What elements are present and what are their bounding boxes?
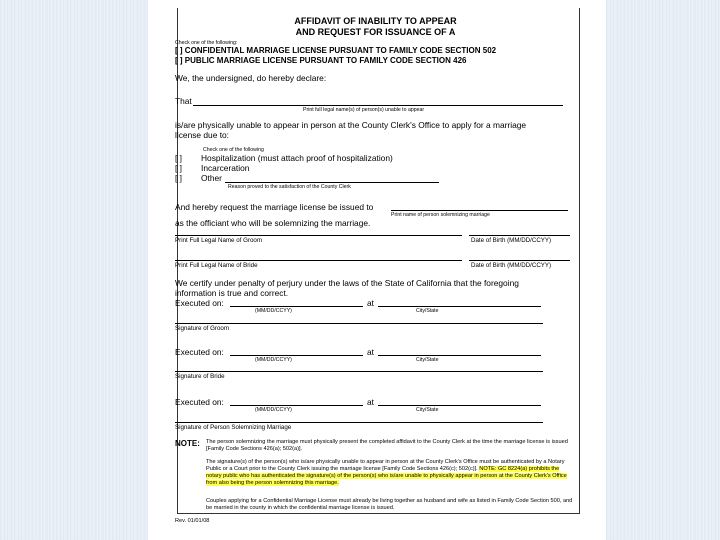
sig-groom-caption: Signature of Groom [175,325,229,332]
officiant-signature-line[interactable] [175,422,543,423]
executed-date-line-2[interactable] [230,355,363,356]
officiant-caption: Print name of person solemnizing marriage [391,212,490,218]
check-one-label: Check one of the following: [175,40,238,46]
at-label-2: at [367,347,374,357]
groom-dob-line[interactable] [469,235,570,236]
bride-signature-line[interactable] [175,371,543,372]
executed-date-line-3[interactable] [230,405,363,406]
sig-officiant-caption: Signature of Person Solemnizing Marriage [175,424,292,431]
executed-city-line-1[interactable] [378,306,541,307]
note-p2-text: The signature(s) of the person(s) who is/are physically unable to appear in person at the County Clerk's Office must be authenticated by a Notary Public or a Court prior to the County Clerk issuing the marriage license [Family Code Sections 426(c); 502(c)]. [206,459,565,472]
executed-label-3: Executed on: [175,397,224,407]
groom-caption: Print Full Legal Name of Groom [175,237,263,244]
note-p2-highlight: NOTE: GC 8224(a) prohibits the notary public who has authenticated the signature(s) of the person(s) who is/are unable to physically appear in person at the County Clerk's Office from also being the person solemnizing this marriage. [206,466,567,486]
sig-bride-caption: Signature of Bride [175,373,225,380]
executed-label-1: Executed on: [175,298,224,308]
executed-city-line-2[interactable] [378,355,541,356]
note-paragraph-1: The person solemnizing the marriage must physically present the completed affidavit to the County Clerk at the time the marriage license is issued [Family Code Sections 426(a); 502(a)]. [206,439,568,452]
document-page [148,0,606,540]
note-paragraph-3: Couples applying for a Confidential Marriage License must already be living together as husband and wife as listed in Family Code Section 500, and be married in the county in which the confidential marriage license is issued. [206,498,573,511]
reason-incarceration[interactable] [175,163,249,173]
bride-caption: Print Full Legal Name of Bride [175,262,258,269]
note-label: NOTE: [175,439,200,448]
request-text: And hereby request the marriage license be issued to [175,202,374,212]
groom-name-line[interactable] [175,235,462,236]
reason-hospitalization[interactable] [175,153,393,163]
declare-text: We, the undersigned, do hereby declare: [175,73,327,83]
reason-caption: Reason proved to the satisfaction of the County Clerk [228,184,351,190]
at-label-3: at [367,397,374,407]
groom-dob-caption: Date of Birth (MM/DD/CCYY) [471,237,552,244]
executed-city-line-3[interactable] [378,405,541,406]
date-caption-2: (MM/DD/CCYY) [255,357,292,363]
background-left [0,0,148,540]
other-reason-line[interactable] [225,182,439,183]
checkbox-confidential[interactable]: [ ] [175,46,183,55]
city-caption-2: City/State [416,357,439,363]
unable-text-line2: license due to: [175,130,230,140]
reason-text-other: Other [201,173,222,183]
option-text-confidential: CONFIDENTIAL MARRIAGE LICENSE PURSUANT TO FAMILY CODE SECTION 502 [184,46,497,55]
officiant-name-line[interactable] [391,210,568,211]
reason-text-incarceration: Incarceration [201,163,250,173]
checkbox-public[interactable]: [ ] [175,56,183,65]
form-border-bottom [177,513,580,514]
checkbox-incarceration[interactable]: [ ] [175,163,182,173]
checkbox-hospitalization[interactable]: [ ] [175,153,182,163]
certify-line2: information is true and correct. [175,288,289,298]
that-label: That [175,96,192,106]
reason-check-label: Check one of the following [203,147,264,153]
bride-dob-line[interactable] [469,260,570,261]
that-name-line[interactable] [193,105,563,106]
date-caption-1: (MM/DD/CCYY) [255,308,292,314]
note-paragraph-2 [206,459,576,487]
form-border-right [579,8,580,513]
city-caption-1: City/State [416,308,439,314]
reason-text-hospitalization: Hospitalization (must attach proof of hospitalization) [201,153,393,163]
license-option-confidential[interactable] [175,46,496,55]
executed-label-2: Executed on: [175,347,224,357]
unable-text-line1: is/are physically unable to appear in person at the County Clerk's Office to apply for a marriage [175,120,527,130]
bride-dob-caption: Date of Birth (MM/DD/CCYY) [471,262,552,269]
that-caption: Print full legal name(s) of person(s) unable to appear [303,107,425,113]
form-title-line2: AND REQUEST FOR ISSUANCE OF A [295,27,456,37]
bride-name-line[interactable] [175,260,462,261]
form-title-line1: AFFIDAVIT OF INABILITY TO APPEAR [294,16,457,26]
option-text-public: PUBLIC MARRIAGE LICENSE PURSUANT TO FAMILY CODE SECTION 426 [184,56,467,65]
checkbox-other[interactable]: [ ] [175,173,182,183]
license-option-public[interactable] [175,56,466,65]
officiant-text: as the officiant who will be solemnizing the marriage. [175,218,371,228]
certify-line1: We certify under penalty of perjury under the laws of the State of California that the foregoing [175,278,519,288]
city-caption-3: City/State [416,407,439,413]
at-label-1: at [367,298,374,308]
background-right [606,0,720,540]
date-caption-3: (MM/DD/CCYY) [255,407,292,413]
reason-other[interactable] [175,173,222,183]
executed-date-line-1[interactable] [230,306,363,307]
revision-label: Rev. 01/01/08 [175,518,210,524]
affidavit-form [158,0,594,540]
groom-signature-line[interactable] [175,323,543,324]
